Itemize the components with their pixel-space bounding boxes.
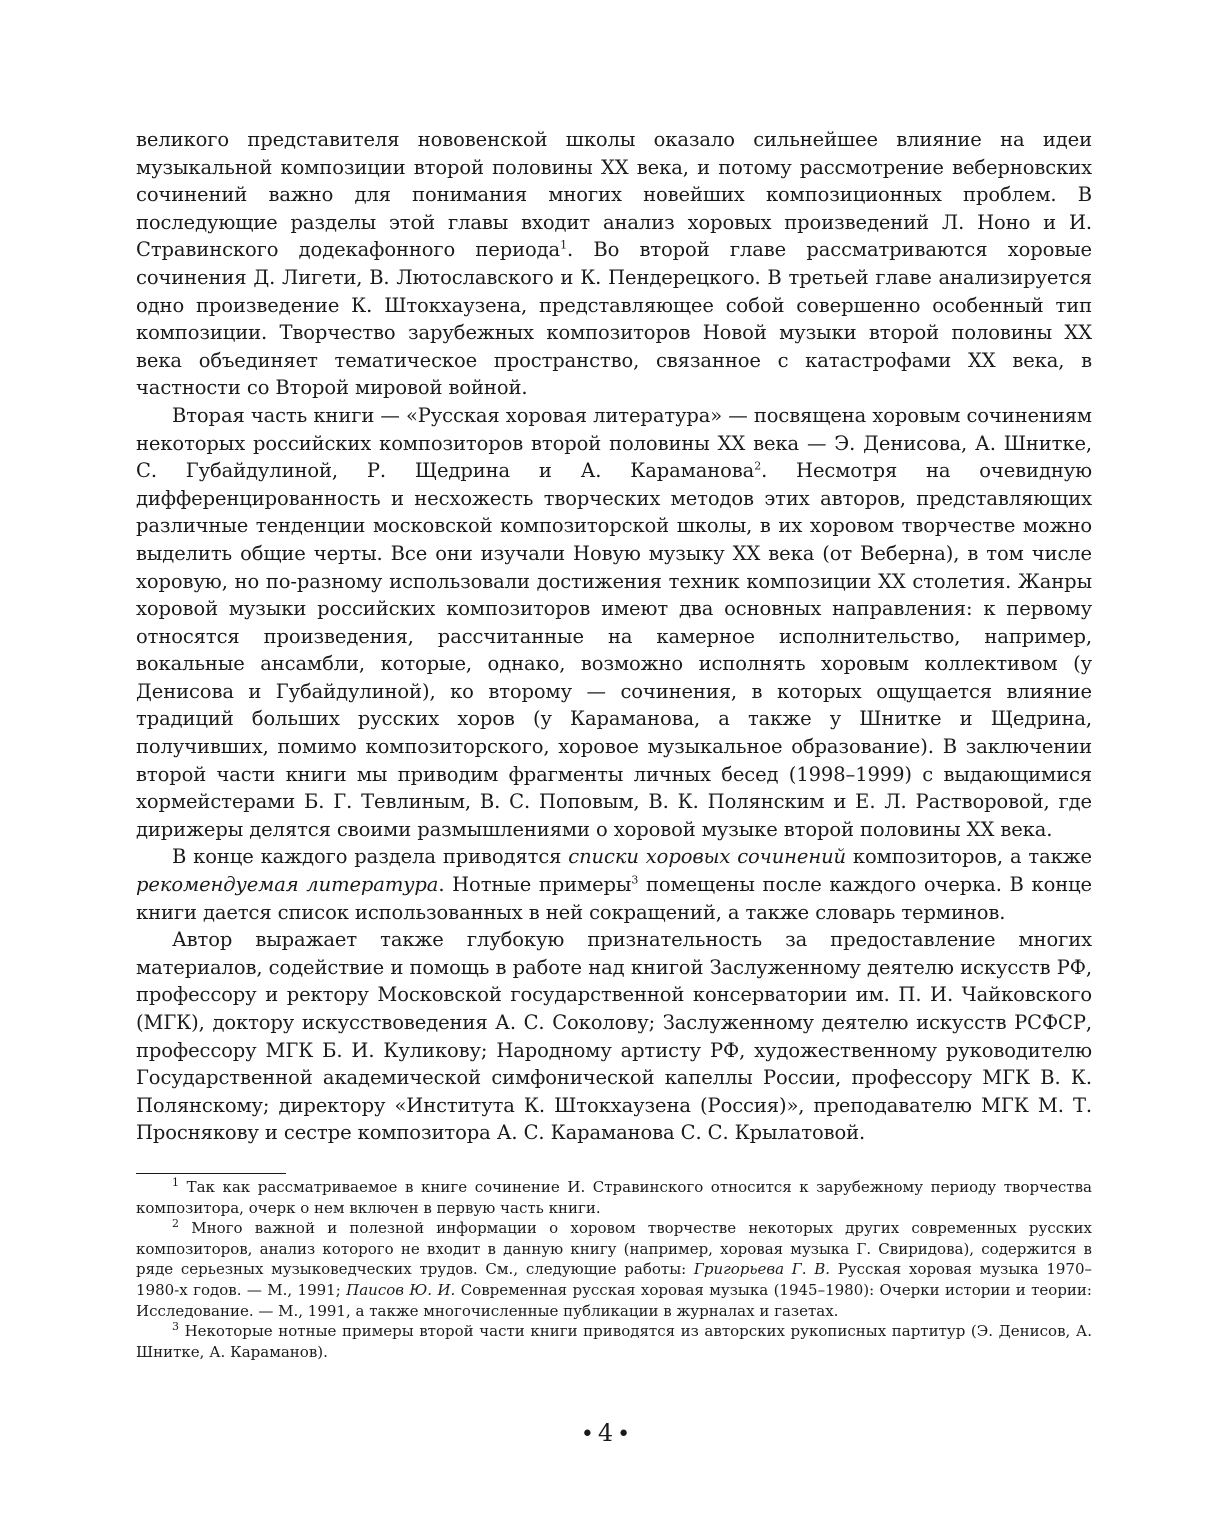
footnote-2-number: 2 <box>172 1217 179 1231</box>
footnote-1-number: 1 <box>172 1176 179 1189</box>
paragraph-1 <box>136 126 1092 402</box>
footnote-2-text-c: Современная русская хоровая музыка (1945–1980): Очерки истории и теории: Исследование. — М., 1991, а также многочисленные публикации в журналах и газетах. <box>136 1280 1092 1320</box>
paragraph-2-text-b: . Несмотря на очевидную дифференцированность и несхожесть творческих методов этих авторов, представляющих различные тенденции московской композиторской школы, в их хоровом творчестве можно выделить общие черты. Все они изучали Новую музыку XX века (от Веберна), в том числе хоровую, но по-разному использовали достижения техник композиции XX столетия. Жанры хоровой музыки российских композиторов имеют два основных направления: к первому относятся произведения, рассчитанные на камерное исполнительство, например, вокальные ансамбли, которые, однако, возможно исполнять хоровым коллективом (у Денисова и Губайдулиной), ко второму — сочинения, в которых ощущается влияние традиций больших русских хоров (у Караманова, а также у Шнитке и Щедрина, получивших, помимо композиторского, хоровое музыкальное образование). В заключении второй части книги мы приводим фрагменты личных бесед (1998–1999) с выдающимися хормейстерами Б. Г. Тевлиным, В. С. Поповым, В. К. Полянским и Е. Л. Растворовой, где дирижеры делятся своими размышлениями о хоровой музыке второй половины XX века. <box>136 459 1092 841</box>
footnote-1-text: Так как рассматриваемое в книге сочинение И. Стравинского относится к зарубежному периоду творчества композитора, очерк о нем включен в первую часть книги. <box>136 1178 1092 1217</box>
paragraph-3-italic-2: рекомендуемая литература <box>136 873 439 897</box>
footnote-ref-3: 3 <box>631 873 639 887</box>
page-number <box>0 1418 1211 1450</box>
footnote-2 <box>136 1218 1092 1321</box>
footnote-3-number: 3 <box>172 1320 179 1334</box>
footnotes <box>136 1177 1092 1362</box>
footnote-ref-1: 1 <box>560 238 567 252</box>
paragraph-3-text-b: композиторов, а также <box>846 845 1092 869</box>
page-number-dot-left: • <box>580 1422 594 1447</box>
paragraph-2-text-a: Вторая часть книги — «Русская хоровая литература» — посвящена хоровым сочинениям некоторых российских композиторов второй половины XX века — Э. Денисова, А. Шнитке, С. Губайдулиной, Р. Щедрина и А. Караманова <box>136 403 1092 483</box>
paragraph-3-text-d: помещены после каждого очерка. В конце книги дается список использованных в ней сокращений, а также словарь терминов. <box>136 873 1092 924</box>
paragraph-3-text-a: В конце каждого раздела приводятся <box>172 845 569 869</box>
footnote-ref-2: 2 <box>754 459 762 473</box>
footnote-2-text-a: Много важной и полезной информации о хоровом творчестве некоторых других современных русских композиторов, анализ которого не входит в данную книгу (например, хоровая музыка Г. Свиридова), содержится в ряде серьезных музыковедческих трудов. См., следующие работы: <box>136 1219 1092 1279</box>
footnote-1 <box>136 1177 1092 1218</box>
paragraph-1-text-b: . Во второй главе рассматриваются хоровые сочинения Д. Лигети, В. Лютославского и К. Пендерецкого. В третьей главе анализируется одно произведение К. Штокхаузена, представляющее собой совершенно особенный тип композиции. Творчество зарубежных композиторов Новой музыки второй половины XX века объединяет тематическое пространство, связанное с катастрофами XX века, в частности со Второй мировой войной. <box>136 238 1092 400</box>
paragraph-2 <box>136 402 1092 844</box>
paragraph-1-text-a: великого представителя нововенской школы оказало сильнейшее влияние на идеи музыкальной композиции второй половины XX века, и потому рассмотрение веберновских сочинений важно для понимания многих новейших композиционных проблем. В последующие разделы этой главы входит анализ хоровых произведений Л. Ноно и И. Стравинского додекафонного периода <box>136 128 1092 262</box>
footnote-2-italic-1: Григорьева Г. В. <box>693 1260 830 1279</box>
paragraph-3-text-c: . Нотные примеры <box>438 873 632 897</box>
footnote-divider <box>136 1173 286 1174</box>
page-number-value: 4 <box>597 1419 614 1447</box>
paragraph-4: Автор выражает также глубокую признательность за предоставление многих материалов, содействие и помощь в работе над книгой Заслуженному деятелю искусств РФ, профессору и ректору Московской государственной консерватории им. П. И. Чайковского (МГК), доктору искусствоведения А. С. Соколову; Заслуженному деятелю искусств РСФСР, профессору МГК Б. И. Куликову; Народному артисту РФ, художественному руководителю Государственной академической симфонической капеллы России, профессору МГК В. К. Полянскому; директору «Института К. Штокхаузена (Россия)», преподавателю МГК М. Т. Проснякову и сестре композитора А. С. Караманова С. С. Крылатовой. <box>136 928 1092 1145</box>
paragraph-3-italic-1: списки хоровых сочинений <box>568 845 846 869</box>
footnote-2-text-b: Русская хоровая музыка 1970–1980-х годов. — М., 1991; <box>136 1260 1092 1299</box>
footnote-3-text: Некоторые нотные примеры второй части книги приводятся из авторских рукописных партитур (Э. Денисов, А. Шнитке, А. Караманов). <box>136 1322 1092 1361</box>
footnote-2-italic-2: Паисов Ю. И. <box>346 1280 456 1299</box>
footnote-3 <box>136 1321 1092 1362</box>
main-text <box>136 126 1092 1147</box>
page-number-dot-right: • <box>617 1422 631 1447</box>
paragraph-3 <box>136 843 1092 926</box>
